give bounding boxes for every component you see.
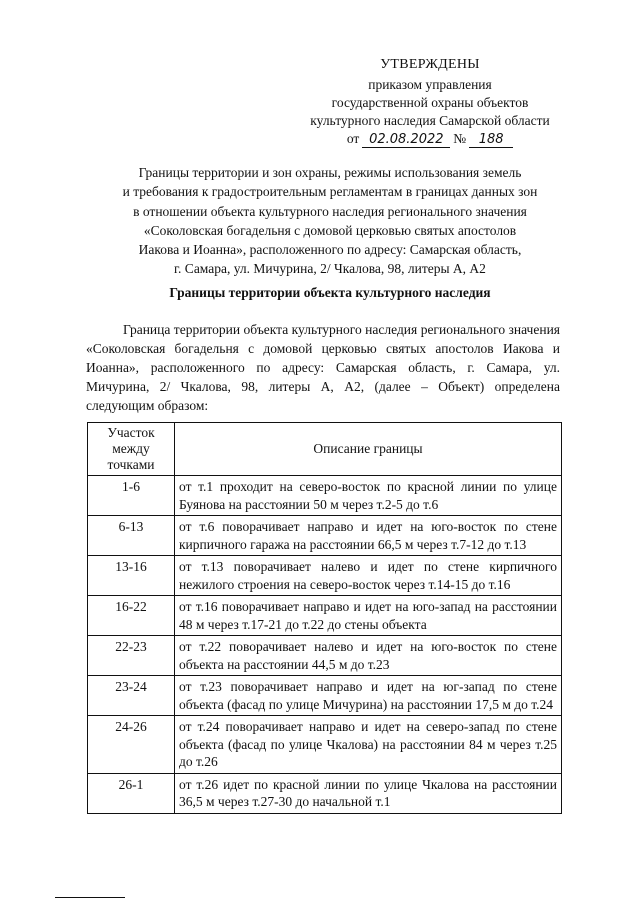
- title-line: и требования к градостроительным регламентам в границах данных зон: [122, 184, 538, 200]
- table-row: [88, 636, 562, 676]
- segment-cell: 13-16: [88, 556, 175, 596]
- table-row: [88, 596, 562, 636]
- from-label: от: [346, 131, 360, 146]
- description-cell: от т.26 идет по красной линии по улице Чкалова на расстоянии 36,5 м через т.27-30 до начальной т.1: [175, 773, 562, 813]
- title-line: в отношении объекта культурного наследия регионального значения: [133, 203, 527, 219]
- approval-line-2: государственной охраны объектов: [331, 95, 529, 110]
- table-row: [88, 516, 562, 556]
- segment-cell: 16-22: [88, 596, 175, 636]
- title-line: «Соколовская богадельня с домовой церковью святых апостолов: [143, 222, 517, 238]
- segment-cell: 6-13: [88, 516, 175, 556]
- document-title: [100, 163, 560, 279]
- section-title: Границы территории объекта культурного наследия: [169, 285, 491, 300]
- boundary-table: [87, 422, 562, 814]
- description-cell: от т.6 поворачивает направо и идет на юго-восток по стене кирпичного гаража на расстоянии 66,5 м через т.7-12 до т.13: [175, 516, 562, 556]
- approval-line-1: приказом управления: [368, 77, 492, 92]
- handwritten-number: 188: [469, 133, 513, 148]
- handwritten-date: 02.08.2022: [362, 133, 450, 148]
- title-line: Иакова и Иоанна», расположенного по адресу: Самарская область,: [138, 242, 522, 258]
- segment-cell: 1-6: [88, 476, 175, 516]
- footnote-divider: [55, 897, 125, 898]
- title-line: г. Самара, ул. Мичурина, 2/ Чкалова, 98, литеры А, А2: [174, 261, 486, 277]
- description-cell: от т.24 поворачивает направо и идет на северо-запад по стене объекта (фасад по улице Чкалова) на расстоянии 84 м через т.25 до т.26: [175, 716, 562, 774]
- table-row: [88, 476, 562, 516]
- table-header-row: [88, 423, 562, 476]
- title-line: Границы территории и зон охраны, режимы использования земель: [138, 165, 522, 180]
- table-row: [88, 676, 562, 716]
- description-cell: от т.13 поворачивает налево и идет по стене кирпичного нежилого строения на северо-восток через т.14-15 до т.16: [175, 556, 562, 596]
- approval-line-3: культурного наследия Самарской области: [310, 113, 550, 128]
- approval-block: [300, 56, 560, 148]
- header-segment: Участок между точками: [88, 423, 175, 476]
- segment-cell: 24-26: [88, 716, 175, 774]
- segment-cell: 26-1: [88, 773, 175, 813]
- description-cell: от т.1 проходит на северо-восток по красной линии по улице Буянова на расстоянии 50 м через т.2-5 до т.6: [175, 476, 562, 516]
- description-cell: от т.23 поворачивает направо и идет на юг-запад по стене объекта (фасад по улице Мичурина) на расстоянии 17,5 м до т.24: [175, 676, 562, 716]
- description-cell: от т.22 поворачивает налево и идет на юго-восток по стене объекта на расстоянии 44,5 м до т.23: [175, 636, 562, 676]
- intro-paragraph: Граница территории объекта культурного наследия регионального значения «Соколовская богадельня с домовой церковью святых апостолов Иакова и Иоанна», расположенного по адресу: Самарская область, г. Самара, ул. Мичурина, 2/ Чкалова, 98, литеры А, А2, (далее – Объект) определена следующим образом:: [86, 322, 560, 413]
- header-description: Описание границы: [175, 423, 562, 476]
- table-row: [88, 556, 562, 596]
- segment-cell: 23-24: [88, 676, 175, 716]
- table-row: [88, 716, 562, 774]
- number-label: №: [453, 131, 467, 146]
- approval-heading: УТВЕРЖДЕНЫ: [380, 57, 480, 72]
- table-row: [88, 773, 562, 813]
- segment-cell: 22-23: [88, 636, 175, 676]
- description-cell: от т.16 поворачивает направо и идет на юго-запад на расстоянии 48 м через т.17-21 до т.22 до стены объекта: [175, 596, 562, 636]
- order-date-number: [300, 130, 560, 148]
